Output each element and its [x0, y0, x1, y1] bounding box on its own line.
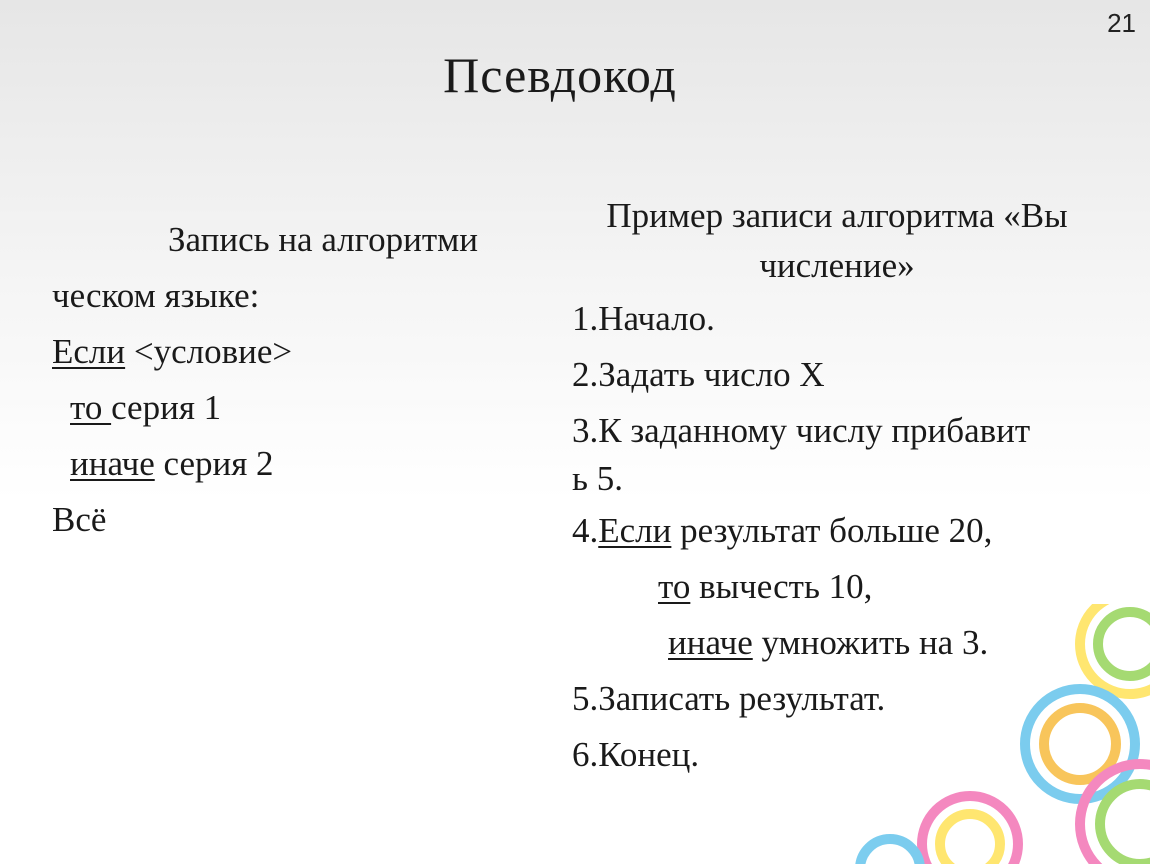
step-2: 2.Задать число Х [572, 355, 825, 394]
if-condition: <условие> [125, 332, 293, 371]
if-keyword: Если [52, 332, 126, 371]
step-3-line2: ь 5. [572, 459, 623, 498]
then-keyword: то [70, 388, 112, 427]
if-line [52, 324, 522, 380]
left-column [52, 212, 522, 548]
slide-title: Псевдокод [443, 47, 677, 103]
right-heading-line1: Пример записи алгоритма «Вы [606, 196, 1068, 235]
then-series: серия 1 [111, 388, 222, 427]
step-4-number: 4. [572, 511, 599, 550]
step-4-then-action: вычесть 10, [690, 567, 873, 606]
slide-number: 21 [1107, 8, 1136, 38]
step-6: 6.Конец. [572, 735, 700, 774]
step-4-condition: результат больше 20, [671, 511, 993, 550]
step-1: 1.Начало. [572, 299, 715, 338]
decor-circle-6 [940, 814, 1000, 864]
decorative-circles [830, 604, 1150, 864]
decor-circle-8 [1100, 784, 1150, 864]
step-4 [572, 503, 1102, 559]
step-4-then-keyword: то [658, 567, 691, 606]
step-4-if-keyword: Если [598, 511, 672, 550]
then-line [52, 380, 522, 436]
step-4-else-keyword: иначе [668, 623, 753, 662]
decor-circle-2 [1098, 612, 1150, 676]
left-heading-line2: ческом языке: [52, 276, 260, 315]
step-3-line1: 3.К заданному числу прибавит [572, 411, 1031, 450]
step-4-else-action: умножить на 3. [752, 623, 989, 662]
decor-circle-9 [860, 839, 920, 864]
else-line [52, 436, 522, 492]
else-series: серия 2 [154, 444, 274, 483]
end-line: Всё [52, 500, 107, 539]
right-heading-line2: числение» [759, 246, 915, 285]
step-5: 5.Записать результат. [572, 679, 886, 718]
else-keyword: иначе [70, 444, 155, 483]
left-heading-line1: Запись на алгоритми [168, 220, 479, 259]
right-heading [572, 191, 1102, 291]
